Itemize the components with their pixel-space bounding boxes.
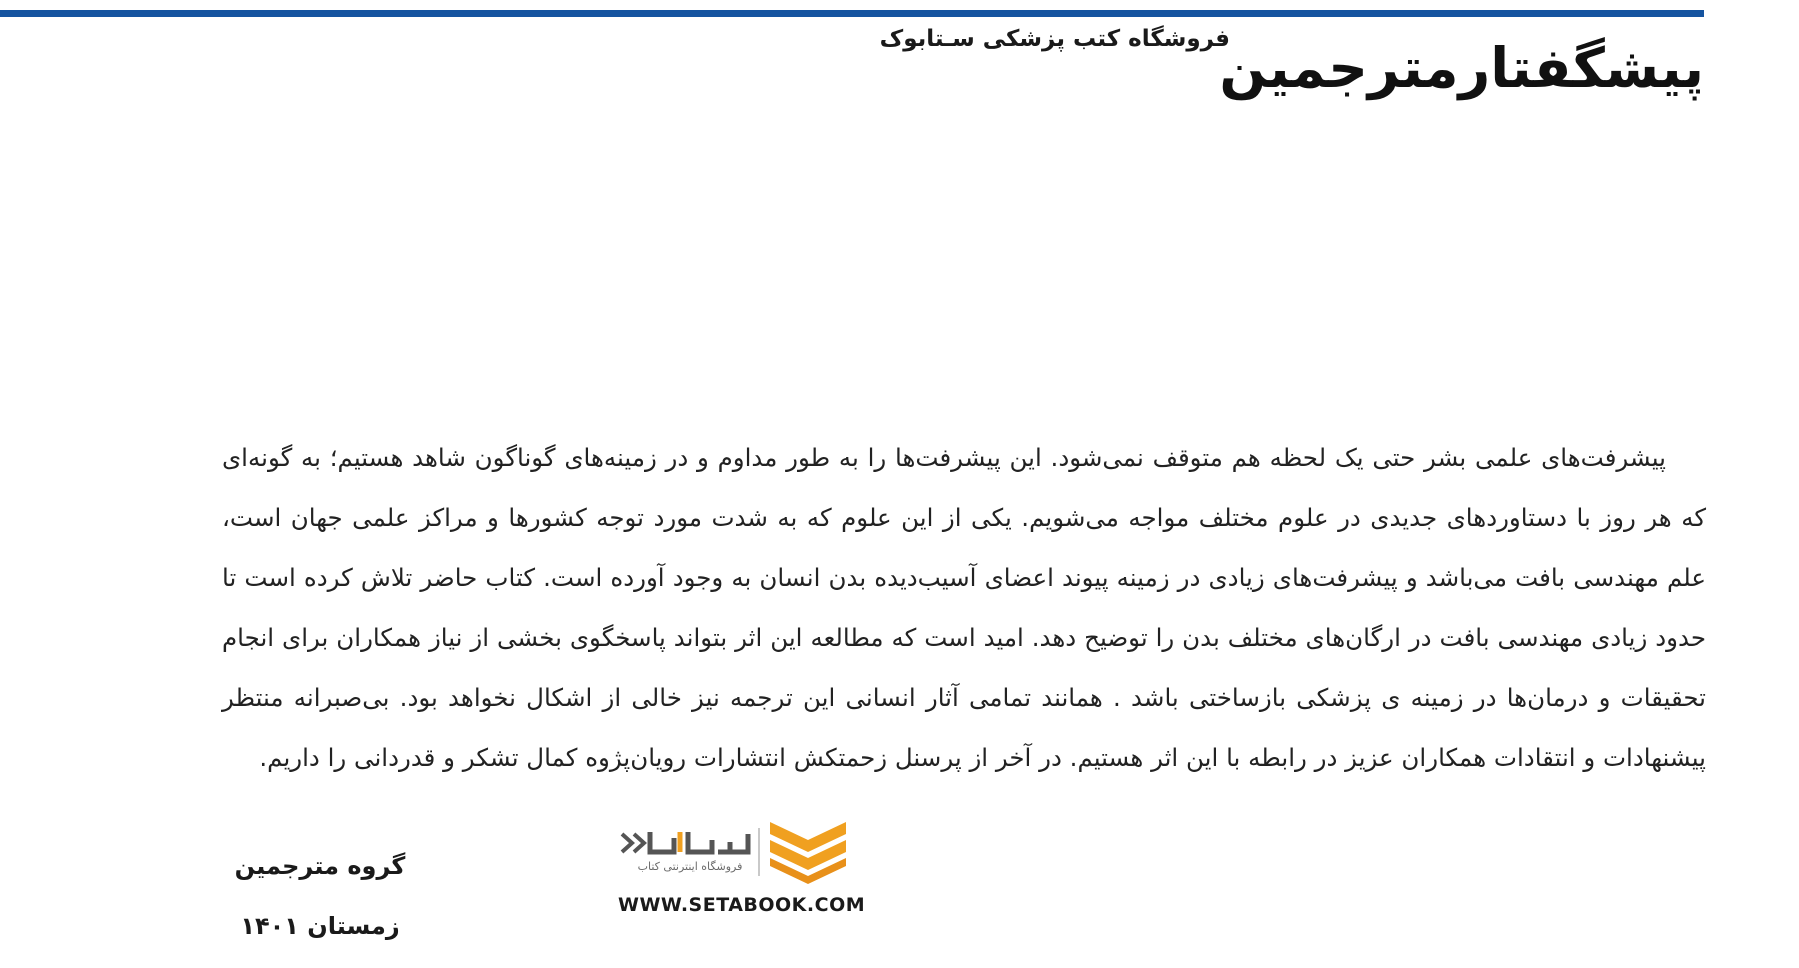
logo-url: WWW.SETABOOK.COM [618, 894, 866, 916]
signature-date: زمستان ۱۴۰۱ [240, 912, 400, 940]
setabook-logo [600, 818, 866, 928]
store-name: فروشگاه کتب پزشکی سـتابوک [879, 26, 1230, 52]
preface-body [222, 428, 1706, 788]
logo-tagline: فروشگاه اینترنتی کتاب [637, 860, 743, 873]
logo-wordmark [618, 828, 754, 858]
logo-divider [758, 828, 760, 876]
book-chevron-icon [768, 818, 848, 884]
signature-group: گروه مترجمین [234, 852, 406, 880]
top-rule [0, 10, 1704, 17]
preface-paragraph: پیشرفت‌های علمی بشر حتی یک لحظه هم متوقف نمی‌شود. این پیشرفت‌ها را به طور مداوم و در زمینه‌های گوناگون شاهد هستیم؛ به گونه‌ای که هر روز با دستاوردهای جدیدی در علوم مختلف مواجه می‌شویم. یکی از این علوم که به شدت مورد توجه کشورها و مراکز علمی جهان است، علم مهندسی بافت می‌باشد و پیشرفت‌های زیادی در زمینه پیوند اعضای آسیب‌دیده بدن انسان به وجود آورده است. کتاب حاضر تلاش کرده است تا حدود زیادی مهندسی بافت در ارگان‌های مختلف بدن را توضیح دهد. امید است که مطالعه این اثر بتواند پاسخگوی بخشی از نیاز همکاران برای انجام تحقیقات و درمان‌ها در زمینه ی پزشکی بازساختی باشد . همانند تمامی آثار انسانی این ترجمه نیز خالی از اشکال نخواهد بود. بی‌صبرانه منتظر پیشنهادات و انتقادات همکاران عزیز در رابطه با این اثر هستیم. در آخر از پرسنل زحمتکش انتشارات رویان‌پژوه کمال تشکر و قدردانی را داریم. [222, 443, 1706, 772]
page-title: پیشگفتارمترجمین [1219, 36, 1704, 100]
